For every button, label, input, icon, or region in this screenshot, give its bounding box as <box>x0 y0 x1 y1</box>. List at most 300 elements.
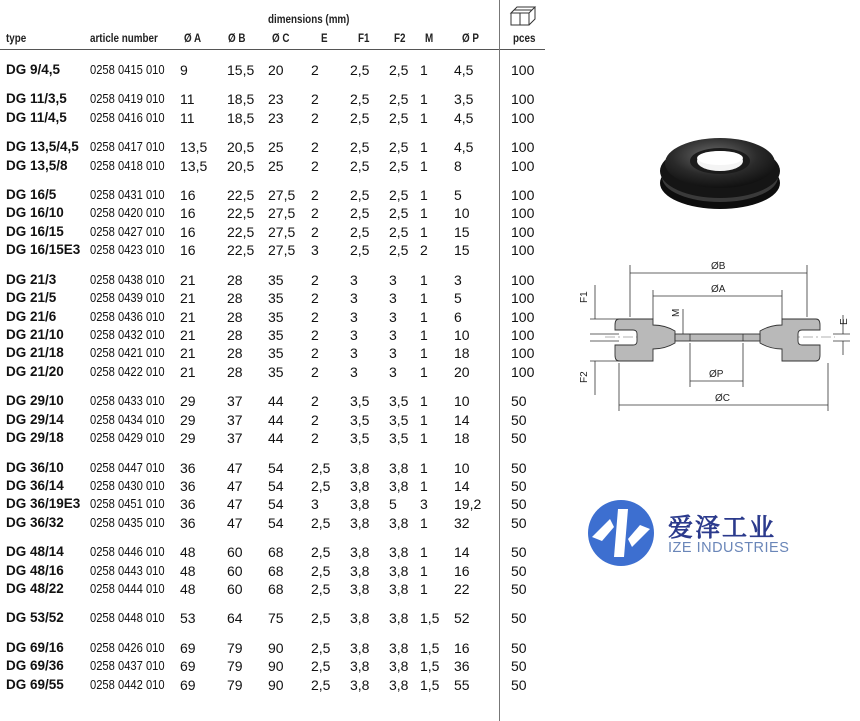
cell-c: 68 <box>268 544 284 561</box>
cell-c: 25 <box>268 157 284 174</box>
cell-pces: 50 <box>511 459 527 476</box>
cell-e: 2 <box>311 139 319 156</box>
cell-c: 20 <box>268 62 284 78</box>
cell-article: 0258 0442 010 <box>90 676 165 692</box>
cell-m: 1 <box>420 290 428 307</box>
cell-a: 13,5 <box>180 139 208 156</box>
cell-b: 47 <box>227 496 243 513</box>
cell-article: 0258 0429 010 <box>90 430 165 446</box>
cell-p: 16 <box>454 562 470 579</box>
cell-f1: 3,8 <box>350 477 370 494</box>
cell-e: 2,5 <box>311 581 331 598</box>
cell-article: 0258 0446 010 <box>90 544 165 560</box>
cell-a: 69 <box>180 676 196 693</box>
cell-f1: 3,8 <box>350 514 370 531</box>
cell-a: 21 <box>180 363 196 380</box>
cell-p: 10 <box>454 393 470 410</box>
table-row <box>0 411 545 429</box>
table-row <box>0 204 545 222</box>
cell-a: 69 <box>180 658 196 675</box>
cell-p: 32 <box>454 514 470 531</box>
cell-c: 35 <box>268 290 284 307</box>
cell-p: 5 <box>454 290 462 307</box>
cell-pces: 50 <box>511 496 527 513</box>
cell-b: 28 <box>227 345 243 362</box>
cell-c: 68 <box>268 562 284 579</box>
ize-logo-icon <box>582 497 660 569</box>
cell-m: 1 <box>420 514 428 531</box>
cell-article: 0258 0435 010 <box>90 514 165 530</box>
cell-pces: 50 <box>511 581 527 598</box>
cell-b: 20,5 <box>227 157 255 174</box>
cell-type: DG 9/4,5 <box>6 62 61 77</box>
cell-f2: 3,8 <box>389 610 409 627</box>
cell-f1: 3 <box>350 345 358 362</box>
cell-type: DG 11/4,5 <box>6 109 67 125</box>
cell-e: 2 <box>311 186 319 203</box>
cell-c: 44 <box>268 430 284 447</box>
cell-type: DG 21/10 <box>6 327 64 342</box>
cell-b: 22,5 <box>227 242 255 259</box>
cell-c: 90 <box>268 639 284 656</box>
table-row <box>0 657 545 675</box>
table-row <box>0 61 545 79</box>
cell-pces: 100 <box>511 327 535 343</box>
cell-type: DG 16/15 <box>6 223 64 239</box>
cell-e: 2,5 <box>311 459 331 476</box>
cell-b: 18,5 <box>227 109 255 126</box>
cell-m: 2 <box>420 242 428 259</box>
cell-b: 18,5 <box>227 91 255 108</box>
cell-f2: 2,5 <box>389 91 409 108</box>
cell-e: 2 <box>311 290 319 307</box>
cell-e: 2,5 <box>311 562 331 579</box>
cell-b: 47 <box>227 477 243 494</box>
cell-a: 48 <box>180 544 196 561</box>
cell-type: DG 48/22 <box>6 581 64 597</box>
cell-m: 1 <box>420 223 428 240</box>
cell-a: 53 <box>180 610 196 627</box>
cell-f2: 2,5 <box>389 223 409 240</box>
cell-a: 36 <box>180 477 196 494</box>
cell-f2: 3,8 <box>389 459 409 476</box>
cell-f1: 2,5 <box>350 91 370 108</box>
cell-f2: 2,5 <box>389 109 409 126</box>
cell-b: 79 <box>227 676 243 693</box>
cell-type: DG 69/16 <box>6 639 64 655</box>
cell-f2: 3,8 <box>389 639 409 656</box>
cell-e: 2 <box>311 411 319 428</box>
cell-f1: 3,8 <box>350 544 370 561</box>
table-row <box>0 639 545 657</box>
cell-article: 0258 0451 010 <box>90 496 165 512</box>
cell-pces: 50 <box>511 639 527 656</box>
col-header-e: E <box>321 31 328 45</box>
cell-article: 0258 0415 010 <box>90 62 165 77</box>
cell-p: 14 <box>454 544 470 561</box>
table-row <box>0 308 545 326</box>
col-header-type: type <box>6 31 27 45</box>
col-header-a: Ø A <box>184 31 202 45</box>
cell-f1: 3 <box>350 271 358 288</box>
cell-a: 11 <box>180 109 195 126</box>
table-row <box>0 429 545 447</box>
cell-m: 1,5 <box>420 639 440 656</box>
cell-article: 0258 0447 010 <box>90 459 165 475</box>
cell-article: 0258 0423 010 <box>90 242 165 258</box>
cell-m: 1 <box>420 581 428 598</box>
cell-article: 0258 0426 010 <box>90 639 165 655</box>
cell-type: DG 11/3,5 <box>6 91 67 107</box>
cell-p: 10 <box>454 205 470 222</box>
cell-b: 64 <box>227 610 243 627</box>
cell-article: 0258 0431 010 <box>90 186 165 202</box>
cell-type: DG 36/32 <box>6 514 64 530</box>
cell-f1: 3,8 <box>350 459 370 476</box>
label-m: M <box>671 308 682 317</box>
cell-type: DG 21/5 <box>6 290 57 306</box>
cell-pces: 100 <box>511 91 535 108</box>
cell-f1: 2,5 <box>350 186 370 203</box>
cell-pces: 50 <box>511 393 527 410</box>
cell-c: 54 <box>268 459 284 476</box>
cell-e: 2,5 <box>311 610 331 627</box>
cell-e: 2,5 <box>311 639 331 656</box>
cell-m: 1 <box>420 186 428 203</box>
cell-type: DG 21/3 <box>6 271 57 287</box>
cell-pces: 100 <box>511 290 535 307</box>
cell-article: 0258 0434 010 <box>90 411 165 427</box>
cell-e: 2 <box>311 345 319 362</box>
cell-c: 27,5 <box>268 205 296 222</box>
cell-pces: 50 <box>511 411 527 428</box>
cell-p: 8 <box>454 157 462 174</box>
table-row <box>0 326 545 344</box>
cell-type: DG 16/10 <box>6 205 64 221</box>
cell-a: 21 <box>180 327 196 343</box>
cell-e: 2 <box>311 223 319 240</box>
cell-article: 0258 0448 010 <box>90 610 165 626</box>
cell-f2: 3,5 <box>389 411 409 428</box>
cell-f1: 2,5 <box>350 109 370 126</box>
cell-article: 0258 0444 010 <box>90 581 165 597</box>
cell-a: 11 <box>180 91 195 108</box>
cell-f1: 3,8 <box>350 658 370 675</box>
cell-c: 54 <box>268 477 284 494</box>
cell-f1: 2,5 <box>350 62 370 78</box>
table-row <box>0 138 545 156</box>
cell-m: 1 <box>420 345 428 362</box>
col-header-p: Ø P <box>462 31 479 45</box>
cell-m: 1 <box>420 562 428 579</box>
cell-p: 18 <box>454 345 470 362</box>
col-header-m: M <box>425 31 434 45</box>
cell-a: 29 <box>180 411 196 428</box>
cell-article: 0258 0419 010 <box>90 91 165 107</box>
col-header-f2: F2 <box>394 31 406 45</box>
cell-e: 2,5 <box>311 676 331 693</box>
cell-f2: 3,8 <box>389 514 409 531</box>
cell-f1: 2,5 <box>350 242 370 259</box>
cell-type: DG 29/18 <box>6 430 64 446</box>
cell-type: DG 36/10 <box>6 459 64 475</box>
cell-c: 35 <box>268 271 284 288</box>
cell-a: 29 <box>180 393 196 410</box>
cell-b: 28 <box>227 290 243 307</box>
cell-p: 22 <box>454 581 470 598</box>
cell-f1: 3,5 <box>350 430 370 447</box>
box-icon <box>508 4 538 28</box>
cell-f2: 3,8 <box>389 581 409 598</box>
label-a: ØA <box>711 284 726 295</box>
cell-m: 1 <box>420 157 428 174</box>
cell-b: 20,5 <box>227 139 255 156</box>
table-row <box>0 363 545 381</box>
cell-article: 0258 0418 010 <box>90 157 165 173</box>
cell-pces: 100 <box>511 109 535 126</box>
cell-e: 3 <box>311 242 319 259</box>
cell-a: 69 <box>180 639 196 656</box>
cell-m: 1 <box>420 62 428 78</box>
cell-p: 15 <box>454 242 470 259</box>
cell-e: 2,5 <box>311 514 331 531</box>
cell-pces: 50 <box>511 514 527 531</box>
cell-p: 3,5 <box>454 91 474 108</box>
cell-m: 1 <box>420 327 428 343</box>
col-header-article: article number <box>90 31 158 45</box>
cell-p: 15 <box>454 223 470 240</box>
cell-c: 35 <box>268 327 284 343</box>
table-row <box>0 392 545 410</box>
cell-type: DG 21/6 <box>6 308 57 324</box>
cell-f1: 3 <box>350 308 358 325</box>
dimensions-title: dimensions (mm) <box>268 12 350 26</box>
cell-a: 48 <box>180 562 196 579</box>
cross-section-diagram <box>575 255 855 420</box>
cell-a: 16 <box>180 186 196 203</box>
cell-type: DG 53/52 <box>6 610 64 626</box>
cell-f2: 2,5 <box>389 139 409 156</box>
cell-c: 35 <box>268 308 284 325</box>
cell-article: 0258 0417 010 <box>90 139 165 155</box>
cell-b: 15,5 <box>227 62 255 78</box>
cell-f1: 3,5 <box>350 393 370 410</box>
cell-p: 4,5 <box>454 139 474 156</box>
cell-m: 1 <box>420 139 428 156</box>
table-row <box>0 676 545 694</box>
cell-e: 2 <box>311 91 319 108</box>
cell-b: 28 <box>227 271 243 288</box>
cell-f2: 3,8 <box>389 477 409 494</box>
cell-pces: 100 <box>511 205 535 222</box>
cell-article: 0258 0421 010 <box>90 345 165 361</box>
cell-f2: 3,8 <box>389 544 409 561</box>
cell-b: 47 <box>227 459 243 476</box>
cell-c: 27,5 <box>268 186 296 203</box>
cell-c: 35 <box>268 363 284 380</box>
cell-p: 18 <box>454 430 470 447</box>
label-b: ØB <box>711 261 726 272</box>
cell-type: DG 29/14 <box>6 411 64 427</box>
cell-type: DG 21/18 <box>6 345 64 361</box>
cell-m: 1 <box>420 109 428 126</box>
cell-f1: 2,5 <box>350 223 370 240</box>
cell-p: 14 <box>454 411 470 428</box>
cell-m: 3 <box>420 496 428 513</box>
cell-m: 1,5 <box>420 676 440 693</box>
cell-f1: 3,5 <box>350 411 370 428</box>
header-divider <box>0 49 545 50</box>
cell-f1: 3 <box>350 290 358 307</box>
label-f1: F1 <box>579 291 590 303</box>
cell-c: 68 <box>268 581 284 598</box>
cell-f1: 3,8 <box>350 562 370 579</box>
cell-f2: 2,5 <box>389 242 409 259</box>
table-row <box>0 109 545 127</box>
cell-e: 2,5 <box>311 658 331 675</box>
cell-p: 5 <box>454 186 462 203</box>
cell-p: 55 <box>454 676 470 693</box>
cell-f1: 3 <box>350 363 358 380</box>
cell-f2: 3,5 <box>389 430 409 447</box>
cell-article: 0258 0432 010 <box>90 327 165 342</box>
cell-e: 2 <box>311 308 319 325</box>
cell-c: 75 <box>268 610 284 627</box>
cell-p: 16 <box>454 639 470 656</box>
cell-p: 10 <box>454 459 470 476</box>
cell-type: DG 16/5 <box>6 186 57 202</box>
cell-type: DG 48/16 <box>6 562 64 578</box>
cell-m: 1 <box>420 205 428 222</box>
table-row <box>0 477 545 495</box>
cell-f2: 2,5 <box>389 62 409 78</box>
cell-f2: 3,8 <box>389 562 409 579</box>
cell-f1: 3,8 <box>350 610 370 627</box>
cell-c: 23 <box>268 109 284 126</box>
cell-article: 0258 0430 010 <box>90 477 165 493</box>
cell-a: 16 <box>180 242 196 259</box>
label-c: ØC <box>715 393 730 404</box>
cell-b: 28 <box>227 308 243 325</box>
cell-article: 0258 0420 010 <box>90 205 165 221</box>
logo-name-cn: 爱泽工业 <box>668 514 777 542</box>
cell-e: 2 <box>311 393 319 410</box>
cell-c: 25 <box>268 139 284 156</box>
cell-type: DG 69/36 <box>6 658 64 674</box>
cell-a: 9 <box>180 62 188 78</box>
cell-article: 0258 0439 010 <box>90 290 165 306</box>
cell-a: 16 <box>180 223 196 240</box>
cell-c: 54 <box>268 496 284 513</box>
cell-f2: 3 <box>389 363 397 380</box>
cell-c: 54 <box>268 514 284 531</box>
cell-b: 60 <box>227 581 243 598</box>
cell-c: 44 <box>268 411 284 428</box>
cell-f2: 3 <box>389 308 397 325</box>
cell-article: 0258 0436 010 <box>90 308 165 324</box>
cell-type: DG 36/14 <box>6 477 64 493</box>
cell-f2: 3,8 <box>389 658 409 675</box>
cell-b: 28 <box>227 363 243 380</box>
cell-article: 0258 0416 010 <box>90 109 165 125</box>
table-row <box>0 241 545 259</box>
cell-m: 1 <box>420 393 428 410</box>
cell-pces: 50 <box>511 676 527 693</box>
cell-pces: 100 <box>511 242 535 259</box>
cell-b: 60 <box>227 544 243 561</box>
cell-pces: 100 <box>511 157 535 174</box>
cell-c: 90 <box>268 658 284 675</box>
cell-b: 37 <box>227 411 243 428</box>
cell-a: 21 <box>180 271 196 288</box>
cell-p: 14 <box>454 477 470 494</box>
cell-a: 29 <box>180 430 196 447</box>
cell-type: DG 69/55 <box>6 676 64 692</box>
cell-type: DG 13,5/8 <box>6 157 68 173</box>
cell-p: 10 <box>454 327 470 343</box>
grommet-photo <box>655 125 785 215</box>
cell-f2: 3,8 <box>389 676 409 693</box>
cell-f2: 3 <box>389 271 397 288</box>
cell-b: 22,5 <box>227 223 255 240</box>
cell-type: DG 48/14 <box>6 544 64 560</box>
cell-p: 4,5 <box>454 62 474 78</box>
cell-a: 48 <box>180 581 196 598</box>
cell-f2: 2,5 <box>389 205 409 222</box>
table-row <box>0 562 545 580</box>
cell-a: 21 <box>180 290 196 307</box>
cell-m: 1 <box>420 477 428 494</box>
cell-m: 1 <box>420 544 428 561</box>
cell-b: 47 <box>227 514 243 531</box>
cell-pces: 100 <box>511 139 535 156</box>
logo-name-en: IZE INDUSTRIES <box>668 540 790 556</box>
cell-c: 27,5 <box>268 223 296 240</box>
cell-f1: 3 <box>350 327 358 343</box>
table-row <box>0 495 545 513</box>
label-p: ØP <box>709 369 724 380</box>
cell-pces: 100 <box>511 186 535 203</box>
cell-c: 44 <box>268 393 284 410</box>
table-row <box>0 580 545 598</box>
cell-f2: 3 <box>389 345 397 362</box>
label-f2: F2 <box>579 371 590 383</box>
cell-f1: 2,5 <box>350 157 370 174</box>
cell-pces: 100 <box>511 345 535 362</box>
cell-type: DG 36/19E3 <box>6 496 81 512</box>
cell-article: 0258 0427 010 <box>90 223 165 239</box>
cell-f2: 3 <box>389 327 397 343</box>
col-header-f1: F1 <box>358 31 370 45</box>
label-e: E <box>839 318 850 325</box>
cell-f1: 3,8 <box>350 639 370 656</box>
table-row <box>0 543 545 561</box>
cell-e: 2 <box>311 363 319 380</box>
cell-m: 1 <box>420 411 428 428</box>
cell-e: 2 <box>311 271 319 288</box>
cell-m: 1,5 <box>420 610 440 627</box>
cell-p: 6 <box>454 308 462 325</box>
col-header-pces: pces <box>513 31 536 45</box>
cell-c: 90 <box>268 676 284 693</box>
table-row <box>0 459 545 477</box>
cell-pces: 100 <box>511 62 535 78</box>
cell-pces: 100 <box>511 308 535 325</box>
cell-e: 2 <box>311 205 319 222</box>
cell-b: 79 <box>227 658 243 675</box>
table-row <box>0 514 545 532</box>
cell-a: 13,5 <box>180 157 208 174</box>
